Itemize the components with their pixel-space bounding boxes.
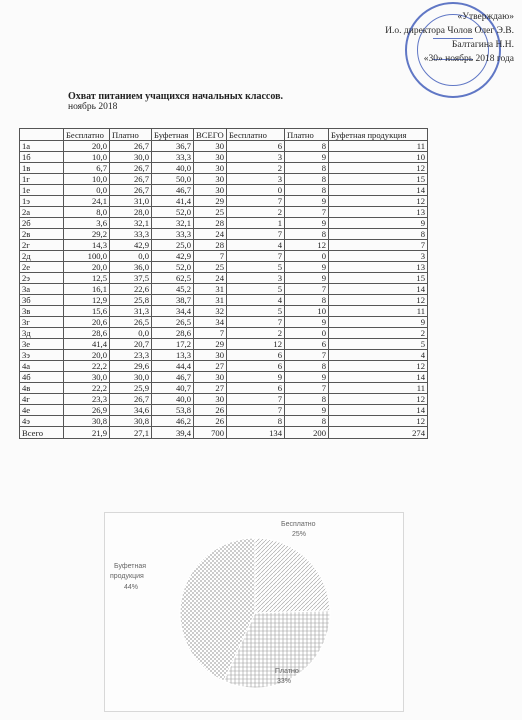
cell-free-pct: 10,0 bbox=[64, 152, 110, 163]
cell-buffet-pct: 32,1 bbox=[152, 218, 194, 229]
cell-paid-pct: 31,3 bbox=[110, 306, 152, 317]
pie-label-buffet bbox=[110, 563, 146, 591]
cell-buffet-pct: 52,0 bbox=[152, 262, 194, 273]
cell-paid-count: 9 bbox=[285, 405, 329, 416]
cell-class: 3а bbox=[20, 284, 64, 295]
cell-buffet-count: 15 bbox=[329, 174, 428, 185]
cell-paid-count: 0 bbox=[285, 328, 329, 339]
table-row bbox=[20, 262, 428, 273]
table-header-row bbox=[20, 129, 428, 141]
cell-class: 2а bbox=[20, 207, 64, 218]
cell-paid-pct: 42,9 bbox=[110, 240, 152, 251]
cell-free-pct: 20,6 bbox=[64, 317, 110, 328]
cell-paid-pct: 30,0 bbox=[110, 372, 152, 383]
table-row bbox=[20, 273, 428, 284]
cell-free-count: 7 bbox=[227, 251, 285, 262]
cell-paid-pct: 20,7 bbox=[110, 339, 152, 350]
cell-free-pct: 15,6 bbox=[64, 306, 110, 317]
cell-buffet-pct: 36,7 bbox=[152, 141, 194, 152]
cell-paid-pct: 33,3 bbox=[110, 229, 152, 240]
cell-total: 700 bbox=[194, 427, 227, 439]
cell-buffet-count: 11 bbox=[329, 141, 428, 152]
nutrition-coverage-table bbox=[19, 128, 428, 439]
cell-free-count: 9 bbox=[227, 372, 285, 383]
cell-class: 2б bbox=[20, 218, 64, 229]
cell-class: 4а bbox=[20, 361, 64, 372]
cell-free-pct: 29,2 bbox=[64, 229, 110, 240]
cell-buffet-pct: 45,2 bbox=[152, 284, 194, 295]
cell-paid-pct: 32,1 bbox=[110, 218, 152, 229]
cell-class: 2г bbox=[20, 240, 64, 251]
cell-paid-count: 9 bbox=[285, 273, 329, 284]
cell-total: 25 bbox=[194, 262, 227, 273]
cell-total: 7 bbox=[194, 251, 227, 262]
cell-paid-count: 9 bbox=[285, 196, 329, 207]
cell-paid-count: 9 bbox=[285, 262, 329, 273]
pie-label-free-pct: 25% bbox=[292, 531, 307, 538]
cell-free-count: 6 bbox=[227, 361, 285, 372]
cell-total: 30 bbox=[194, 152, 227, 163]
cell-paid-count: 9 bbox=[285, 317, 329, 328]
cell-class: 2в bbox=[20, 229, 64, 240]
table-row bbox=[20, 251, 428, 262]
cell-total: 29 bbox=[194, 339, 227, 350]
cell-paid-count: 8 bbox=[285, 141, 329, 152]
cell-buffet-pct: 28,6 bbox=[152, 328, 194, 339]
cell-free-count: 2 bbox=[227, 328, 285, 339]
cell-free-count: 134 bbox=[227, 427, 285, 439]
cell-buffet-pct: 13,3 bbox=[152, 350, 194, 361]
cell-paid-pct: 26,7 bbox=[110, 163, 152, 174]
cell-buffet-count: 13 bbox=[329, 207, 428, 218]
col-header-class bbox=[20, 129, 64, 141]
cell-paid-count: 9 bbox=[285, 372, 329, 383]
cell-buffet-pct: 44,4 bbox=[152, 361, 194, 372]
document-title: Охват питанием учащихся начальных классов. bbox=[68, 91, 284, 102]
cell-buffet-count: 8 bbox=[329, 229, 428, 240]
cell-total: 24 bbox=[194, 273, 227, 284]
pie-label-buffet-name-line2: продукция bbox=[110, 573, 144, 580]
cell-buffet-pct: 25,0 bbox=[152, 240, 194, 251]
table-row bbox=[20, 317, 428, 328]
cell-free-pct: 6,7 bbox=[64, 163, 110, 174]
cell-free-count: 6 bbox=[227, 350, 285, 361]
cell-total: 28 bbox=[194, 218, 227, 229]
table-row bbox=[20, 295, 428, 306]
table-row bbox=[20, 163, 428, 174]
table-row bbox=[20, 306, 428, 317]
cell-total: 30 bbox=[194, 350, 227, 361]
cell-free-pct: 20,0 bbox=[64, 262, 110, 273]
cell-free-count: 1 bbox=[227, 218, 285, 229]
cell-total: 30 bbox=[194, 372, 227, 383]
cell-paid-pct: 30,0 bbox=[110, 152, 152, 163]
cell-paid-count: 7 bbox=[285, 207, 329, 218]
cell-paid-count: 9 bbox=[285, 152, 329, 163]
cell-buffet-count: 9 bbox=[329, 218, 428, 229]
cell-total: 25 bbox=[194, 207, 227, 218]
cell-free-pct: 10,0 bbox=[64, 174, 110, 185]
cell-buffet-pct: 46,2 bbox=[152, 416, 194, 427]
cell-paid-count: 200 bbox=[285, 427, 329, 439]
cell-paid-pct: 26,7 bbox=[110, 394, 152, 405]
cell-paid-pct: 23,3 bbox=[110, 350, 152, 361]
approval-signatory: Балтагина Н.Н. bbox=[451, 40, 514, 50]
cell-buffet-count: 14 bbox=[329, 405, 428, 416]
cell-paid-pct: 30,8 bbox=[110, 416, 152, 427]
cell-class: 3д bbox=[20, 328, 64, 339]
cell-free-pct: 100,0 bbox=[64, 251, 110, 262]
cell-free-count: 7 bbox=[227, 196, 285, 207]
table-body bbox=[20, 141, 428, 439]
cell-buffet-count: 14 bbox=[329, 284, 428, 295]
cell-paid-pct: 22,6 bbox=[110, 284, 152, 295]
pie-label-free-name: Бесплатно bbox=[281, 521, 316, 528]
pie-label-buffet-name-line1: Буфетная bbox=[114, 563, 147, 570]
cell-total: 26 bbox=[194, 416, 227, 427]
cell-buffet-pct: 52,0 bbox=[152, 207, 194, 218]
table-row bbox=[20, 185, 428, 196]
table-row bbox=[20, 196, 428, 207]
cell-buffet-pct: 42,9 bbox=[152, 251, 194, 262]
cell-buffet-pct: 40,0 bbox=[152, 163, 194, 174]
cell-paid-pct: 0,0 bbox=[110, 328, 152, 339]
cell-total: 27 bbox=[194, 383, 227, 394]
cell-free-count: 5 bbox=[227, 262, 285, 273]
cell-free-count: 6 bbox=[227, 141, 285, 152]
cell-buffet-count: 3 bbox=[329, 251, 428, 262]
cell-paid-count: 10 bbox=[285, 306, 329, 317]
pie-chart bbox=[105, 513, 403, 711]
col-header-buffet-pct: Буфетная bbox=[152, 129, 194, 141]
cell-free-count: 7 bbox=[227, 229, 285, 240]
cell-buffet-count: 13 bbox=[329, 262, 428, 273]
cell-paid-count: 0 bbox=[285, 251, 329, 262]
cell-buffet-count: 12 bbox=[329, 163, 428, 174]
cell-free-pct: 30,0 bbox=[64, 372, 110, 383]
cell-paid-count: 8 bbox=[285, 229, 329, 240]
cell-buffet-count: 5 bbox=[329, 339, 428, 350]
cell-buffet-count: 7 bbox=[329, 240, 428, 251]
table-row bbox=[20, 240, 428, 251]
cell-class: 3в bbox=[20, 306, 64, 317]
table-row bbox=[20, 394, 428, 405]
col-header-total: ВСЕГО bbox=[194, 129, 227, 141]
approval-heading: «Утверждаю» bbox=[457, 12, 514, 22]
cell-buffet-count: 12 bbox=[329, 394, 428, 405]
cell-buffet-pct: 33,3 bbox=[152, 229, 194, 240]
cell-buffet-pct: 46,7 bbox=[152, 372, 194, 383]
cell-free-count: 7 bbox=[227, 405, 285, 416]
cell-buffet-pct: 46,7 bbox=[152, 185, 194, 196]
cell-class: Всего bbox=[20, 427, 64, 439]
cell-free-count: 2 bbox=[227, 207, 285, 218]
cell-class: 4б bbox=[20, 372, 64, 383]
cell-paid-pct: 25,9 bbox=[110, 383, 152, 394]
cell-buffet-pct: 40,0 bbox=[152, 394, 194, 405]
table-row bbox=[20, 229, 428, 240]
table-row bbox=[20, 416, 428, 427]
cell-total: 34 bbox=[194, 317, 227, 328]
cell-total: 30 bbox=[194, 163, 227, 174]
cell-buffet-pct: 39,4 bbox=[152, 427, 194, 439]
pie-label-buffet-pct: 44% bbox=[124, 584, 139, 591]
table-row bbox=[20, 284, 428, 295]
cell-total: 31 bbox=[194, 284, 227, 295]
approval-director: И.о. директора Чолов Олег Э.В. bbox=[385, 26, 514, 36]
cell-class: 3г bbox=[20, 317, 64, 328]
cell-buffet-pct: 41,4 bbox=[152, 196, 194, 207]
cell-paid-count: 8 bbox=[285, 295, 329, 306]
col-header-free-count: Бесплатно bbox=[227, 129, 285, 141]
cell-free-pct: 3,6 bbox=[64, 218, 110, 229]
pie-label-paid-pct: 33% bbox=[277, 678, 292, 685]
table-row bbox=[20, 207, 428, 218]
cell-free-pct: 28,6 bbox=[64, 328, 110, 339]
cell-free-pct: 12,9 bbox=[64, 295, 110, 306]
cell-buffet-pct: 26,5 bbox=[152, 317, 194, 328]
cell-paid-pct: 0,0 bbox=[110, 251, 152, 262]
cell-paid-count: 12 bbox=[285, 240, 329, 251]
table-row bbox=[20, 152, 428, 163]
cell-buffet-pct: 34,4 bbox=[152, 306, 194, 317]
cell-paid-count: 6 bbox=[285, 339, 329, 350]
cell-buffet-pct: 40,7 bbox=[152, 383, 194, 394]
document-period: ноябрь 2018 bbox=[68, 102, 118, 112]
cell-buffet-pct: 17,2 bbox=[152, 339, 194, 350]
cell-class: 3б bbox=[20, 295, 64, 306]
cell-buffet-pct: 62,5 bbox=[152, 273, 194, 284]
cell-paid-count: 8 bbox=[285, 163, 329, 174]
cell-free-count: 8 bbox=[227, 416, 285, 427]
cell-free-pct: 23,3 bbox=[64, 394, 110, 405]
cell-class: 2е bbox=[20, 262, 64, 273]
pie-label-free bbox=[281, 521, 316, 538]
cell-buffet-count: 12 bbox=[329, 196, 428, 207]
cell-buffet-pct: 53,8 bbox=[152, 405, 194, 416]
table-row bbox=[20, 372, 428, 383]
cell-free-pct: 0,0 bbox=[64, 185, 110, 196]
cell-total: 30 bbox=[194, 141, 227, 152]
table-row bbox=[20, 328, 428, 339]
cell-free-count: 0 bbox=[227, 185, 285, 196]
cell-paid-pct: 25,8 bbox=[110, 295, 152, 306]
col-header-free-pct: Бесплатно bbox=[64, 129, 110, 141]
col-header-paid-pct: Платно bbox=[110, 129, 152, 141]
cell-free-count: 12 bbox=[227, 339, 285, 350]
cell-free-pct: 14,3 bbox=[64, 240, 110, 251]
cell-buffet-count: 2 bbox=[329, 328, 428, 339]
cell-free-pct: 16,1 bbox=[64, 284, 110, 295]
cell-free-count: 6 bbox=[227, 383, 285, 394]
cell-total: 24 bbox=[194, 229, 227, 240]
table-row bbox=[20, 350, 428, 361]
cell-free-pct: 22,2 bbox=[64, 383, 110, 394]
cell-buffet-count: 15 bbox=[329, 273, 428, 284]
cell-total: 30 bbox=[194, 394, 227, 405]
cell-buffet-count: 12 bbox=[329, 416, 428, 427]
col-header-paid-count: Платно bbox=[285, 129, 329, 141]
pie-slice-free bbox=[255, 538, 330, 613]
cell-paid-pct: 37,5 bbox=[110, 273, 152, 284]
pie-label-paid-name: Платно bbox=[275, 668, 299, 675]
cell-buffet-count: 9 bbox=[329, 317, 428, 328]
cell-total: 29 bbox=[194, 196, 227, 207]
cell-class: 1б bbox=[20, 152, 64, 163]
table-row bbox=[20, 218, 428, 229]
cell-free-pct: 12,5 bbox=[64, 273, 110, 284]
table-row bbox=[20, 174, 428, 185]
cell-paid-pct: 31,0 bbox=[110, 196, 152, 207]
cell-total: 30 bbox=[194, 185, 227, 196]
cell-total: 26 bbox=[194, 405, 227, 416]
cell-class: 1г bbox=[20, 174, 64, 185]
cell-buffet-pct: 33,3 bbox=[152, 152, 194, 163]
cell-free-pct: 26,9 bbox=[64, 405, 110, 416]
cell-paid-pct: 29,6 bbox=[110, 361, 152, 372]
cell-free-pct: 30,8 bbox=[64, 416, 110, 427]
cell-paid-pct: 36,0 bbox=[110, 262, 152, 273]
approval-date: «30» ноябрь 2018 года bbox=[423, 54, 514, 64]
cell-paid-pct: 26,5 bbox=[110, 317, 152, 328]
cell-free-count: 4 bbox=[227, 240, 285, 251]
cell-buffet-count: 11 bbox=[329, 306, 428, 317]
cell-buffet-pct: 50,0 bbox=[152, 174, 194, 185]
cell-free-pct: 21,9 bbox=[64, 427, 110, 439]
cell-class: 2д bbox=[20, 251, 64, 262]
cell-buffet-count: 12 bbox=[329, 295, 428, 306]
cell-buffet-count: 12 bbox=[329, 361, 428, 372]
cell-class: 3э bbox=[20, 350, 64, 361]
cell-free-count: 3 bbox=[227, 152, 285, 163]
cell-buffet-count: 14 bbox=[329, 185, 428, 196]
table-row bbox=[20, 361, 428, 372]
cell-class: 1э bbox=[20, 196, 64, 207]
cell-paid-count: 8 bbox=[285, 185, 329, 196]
cell-class: 4э bbox=[20, 416, 64, 427]
cell-paid-count: 7 bbox=[285, 284, 329, 295]
cell-class: 4г bbox=[20, 394, 64, 405]
cell-class: 1в bbox=[20, 163, 64, 174]
pie-chart-area bbox=[104, 512, 404, 712]
cell-free-count: 5 bbox=[227, 306, 285, 317]
cell-total: 30 bbox=[194, 174, 227, 185]
table-row bbox=[20, 383, 428, 394]
cell-buffet-pct: 38,7 bbox=[152, 295, 194, 306]
cell-free-pct: 8,0 bbox=[64, 207, 110, 218]
cell-total: 7 bbox=[194, 328, 227, 339]
cell-paid-count: 7 bbox=[285, 383, 329, 394]
cell-paid-pct: 27,1 bbox=[110, 427, 152, 439]
cell-free-count: 2 bbox=[227, 163, 285, 174]
table-row bbox=[20, 405, 428, 416]
cell-class: 2э bbox=[20, 273, 64, 284]
cell-free-pct: 22,2 bbox=[64, 361, 110, 372]
cell-free-pct: 41,4 bbox=[64, 339, 110, 350]
cell-paid-count: 8 bbox=[285, 394, 329, 405]
cell-free-count: 7 bbox=[227, 394, 285, 405]
cell-paid-count: 8 bbox=[285, 361, 329, 372]
cell-free-count: 5 bbox=[227, 284, 285, 295]
cell-buffet-count: 4 bbox=[329, 350, 428, 361]
cell-total: 32 bbox=[194, 306, 227, 317]
cell-paid-pct: 28,0 bbox=[110, 207, 152, 218]
cell-class: 3е bbox=[20, 339, 64, 350]
table-total-row bbox=[20, 427, 428, 439]
cell-free-count: 3 bbox=[227, 174, 285, 185]
cell-paid-pct: 26,7 bbox=[110, 141, 152, 152]
cell-class: 4в bbox=[20, 383, 64, 394]
cell-class: 1е bbox=[20, 185, 64, 196]
table-row bbox=[20, 141, 428, 152]
cell-paid-count: 9 bbox=[285, 218, 329, 229]
table-row bbox=[20, 339, 428, 350]
cell-buffet-count: 10 bbox=[329, 152, 428, 163]
cell-buffet-count: 14 bbox=[329, 372, 428, 383]
cell-free-count: 4 bbox=[227, 295, 285, 306]
pie-slices bbox=[180, 538, 330, 688]
cell-free-count: 3 bbox=[227, 273, 285, 284]
cell-free-count: 7 bbox=[227, 317, 285, 328]
cell-paid-pct: 34,6 bbox=[110, 405, 152, 416]
approval-block bbox=[318, 10, 514, 66]
cell-paid-count: 7 bbox=[285, 350, 329, 361]
col-header-buffet-count: Буфетная продукция bbox=[329, 129, 428, 141]
cell-free-pct: 20,0 bbox=[64, 350, 110, 361]
cell-paid-count: 8 bbox=[285, 416, 329, 427]
cell-paid-pct: 26,7 bbox=[110, 174, 152, 185]
cell-free-pct: 20,0 bbox=[64, 141, 110, 152]
cell-buffet-count: 11 bbox=[329, 383, 428, 394]
cell-free-pct: 24,1 bbox=[64, 196, 110, 207]
cell-paid-count: 8 bbox=[285, 174, 329, 185]
cell-paid-pct: 26,7 bbox=[110, 185, 152, 196]
cell-class: 1а bbox=[20, 141, 64, 152]
cell-total: 31 bbox=[194, 295, 227, 306]
cell-total: 28 bbox=[194, 240, 227, 251]
cell-buffet-count: 274 bbox=[329, 427, 428, 439]
cell-total: 27 bbox=[194, 361, 227, 372]
cell-class: 4е bbox=[20, 405, 64, 416]
